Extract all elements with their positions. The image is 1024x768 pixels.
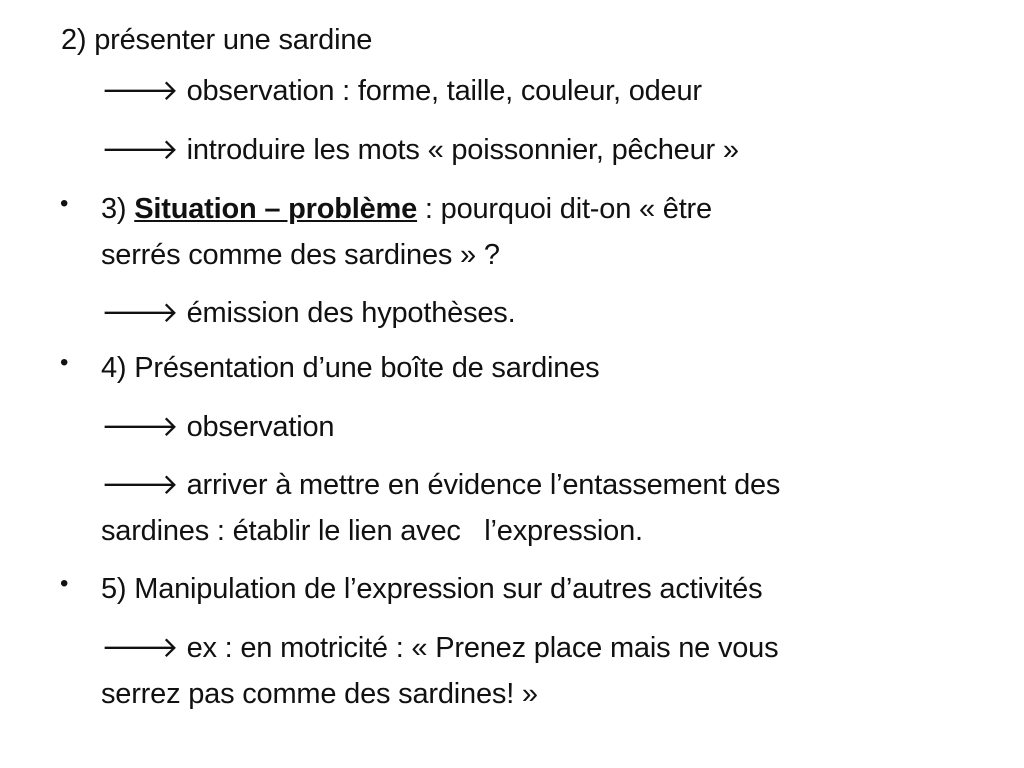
item4-sub2-line2 [101, 509, 643, 554]
item4-sub2-line2-text: sardines : établir le lien avec l’expression. [101, 515, 643, 547]
item4-sub1 [101, 405, 334, 450]
item3-sub1-text: émission des hypothèses. [186, 297, 516, 329]
arrow-right-icon: 🡒 [101, 134, 179, 166]
bullet-icon: • [60, 190, 69, 217]
item5-sub1 [101, 626, 778, 671]
item5-title-text: 5) Manipulation de l’expression sur d’autres activités [101, 573, 763, 605]
item4-sub1-text: observation [186, 411, 335, 443]
item3-prefix: 3) [101, 193, 135, 225]
bullet-icon: • [60, 349, 69, 376]
item3-suffix: : pourquoi dit-on « être [417, 193, 712, 225]
item2-title-text: 2) présenter une sardine [61, 24, 373, 56]
item4-title-text: 4) Présentation d’une boîte de sardines [101, 352, 600, 384]
arrow-right-icon: 🡒 [101, 297, 179, 329]
item3-title [101, 187, 712, 232]
arrow-right-icon: 🡒 [101, 469, 179, 501]
item4-title [101, 346, 599, 391]
item4-sub2 [101, 463, 780, 508]
item2-sub2-text: introduire les mots « poissonnier, pêcheur » [186, 134, 739, 166]
arrow-right-icon: 🡒 [101, 632, 179, 664]
item2-title [61, 18, 372, 63]
item3-line2 [101, 233, 500, 278]
arrow-right-icon: 🡒 [101, 75, 179, 107]
arrow-right-icon: 🡒 [101, 411, 179, 443]
item5-title [101, 567, 762, 612]
item3-emphasis: Situation – problème [134, 193, 418, 225]
item4-sub2-text: arriver à mettre en évidence l’entassement des [186, 469, 781, 501]
item5-sub1-line2 [101, 672, 538, 717]
item3-line2-text: serrés comme des sardines » ? [101, 239, 500, 271]
item3-sub1 [101, 291, 515, 336]
item5-sub1-text: ex : en motricité : « Prenez place mais ne vous [186, 632, 779, 664]
item2-sub1 [101, 69, 702, 114]
item2-sub2 [101, 128, 739, 173]
item5-sub1-line2-text: serrez pas comme des sardines! » [101, 678, 538, 710]
bullet-icon: • [60, 570, 69, 597]
item2-sub1-text: observation : forme, taille, couleur, odeur [186, 75, 702, 107]
